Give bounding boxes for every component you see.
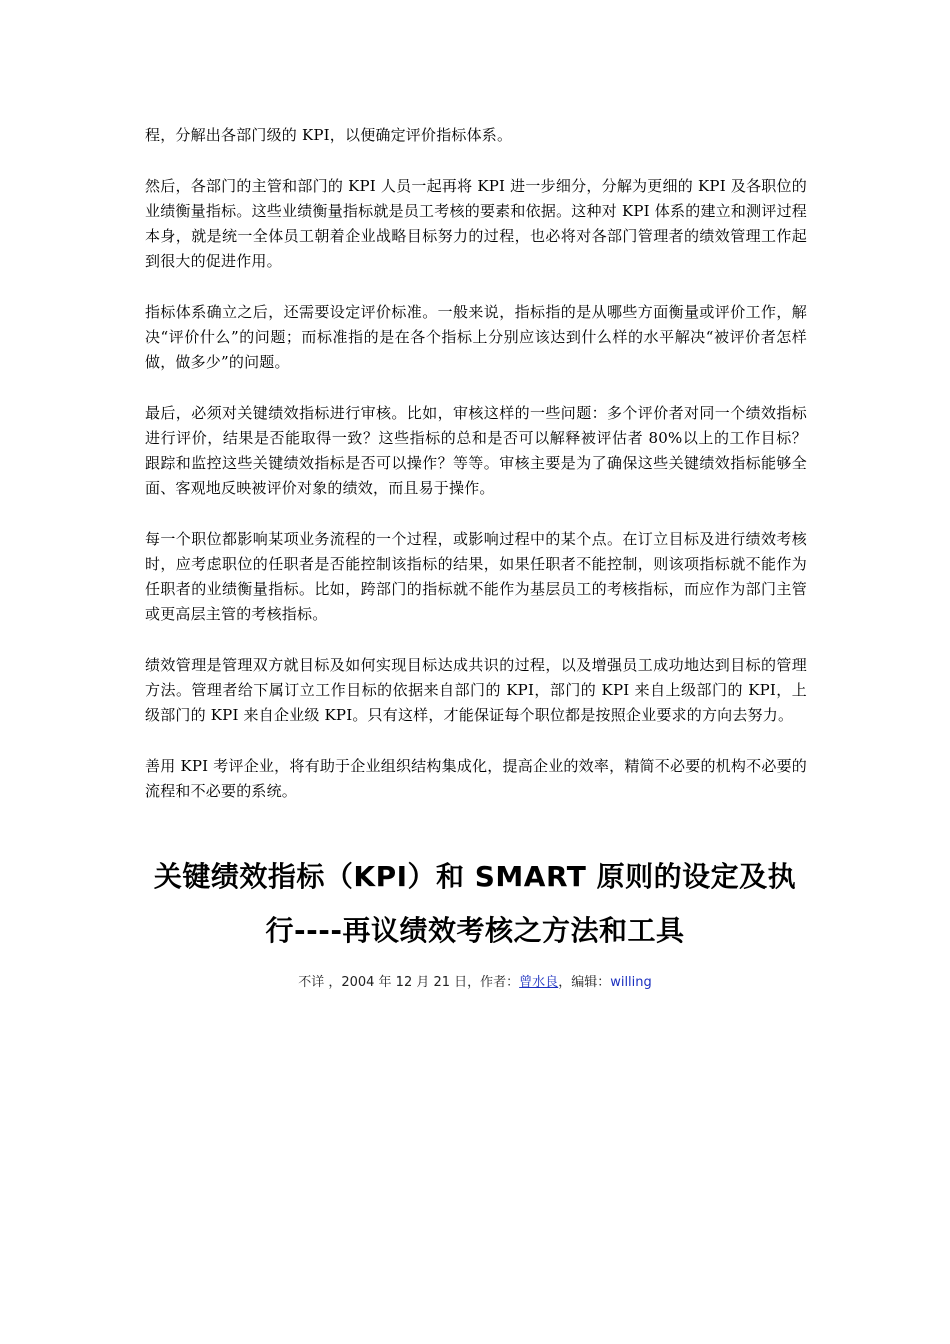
paragraph-2: 然后，各部门的主管和部门的 KPI 人员一起再将 KPI 进一步细分，分解为更细的 KPI 及各职位的业绩衡量指标。这些业绩衡量指标就是员工考核的要素和依据。这种对 KPI 体系的建立和测评过程本身，就是统一全体员工朝着企业战略目标努力的过程，也必将对各部门管理者的绩效管理工作起到很大的促进作用。: [145, 177, 807, 270]
author-link[interactable]: 曾水良: [519, 975, 559, 990]
document-body: [145, 123, 807, 830]
editor-name: willing: [610, 975, 652, 990]
article-title: [100, 850, 850, 958]
article-title-line-1: 关键绩效指标（KPI）和 SMART 原则的设定及执: [153, 860, 797, 893]
meta-editor-label: ，编辑：: [558, 975, 611, 990]
paragraph-5: 每一个职位都影响某项业务流程的一个过程，或影响过程中的某个点。在订立目标及进行绩效考核时，应考虑职位的任职者是否能控制该指标的结果，如果任职者不能控制，则该项指标就不能作为任职者的业绩衡量指标。比如，跨部门的指标就不能作为基层员工的考核指标，而应作为部门主管或更高层主管的考核指标。: [145, 530, 807, 623]
paragraph-4: 最后，必须对关键绩效指标进行审核。比如，审核这样的一些问题：多个评价者对同一个绩效指标进行评价，结果是否能取得一致？这些指标的总和是否可以解释被评估者 80%以上的工作目标？跟踪和监控这些关键绩效指标是否可以操作？等等。审核主要是为了确保这些关键绩效指标能够全面、客观地反映被评价对象的绩效，而且易于操作。: [145, 404, 807, 497]
meta-date: 不详 ，2004 年 12 月 21 日，作者：: [298, 975, 520, 990]
paragraph-1: 程，分解出各部门级的 KPI，以便确定评价指标体系。: [145, 126, 513, 144]
article-meta: [100, 972, 850, 994]
paragraph-6: 绩效管理是管理双方就目标及如何实现目标达成共识的过程，以及增强员工成功地达到目标的管理方法。管理者给下属订立工作目标的依据来自部门的 KPI，部门的 KPI 来自上级部门的 KPI，上级部门的 KPI 来自企业级 KPI。只有这样，才能保证每个职位都是按照企业要求的方向去努力。: [145, 656, 807, 724]
paragraph-7: 善用 KPI 考评企业，将有助于企业组织结构集成化，提高企业的效率，精简不必要的机构不必要的流程和不必要的系统。: [145, 757, 807, 800]
paragraph-3: 指标体系确立之后，还需要设定评价标准。一般来说，指标指的是从哪些方面衡量或评价工作，解决“评价什么”的问题；而标准指的是在各个指标上分别应该达到什么样的水平解决“被评价者怎样做，做多少”的问题。: [145, 303, 807, 371]
article-title-line-2: 行----再议绩效考核之方法和工具: [265, 914, 685, 947]
